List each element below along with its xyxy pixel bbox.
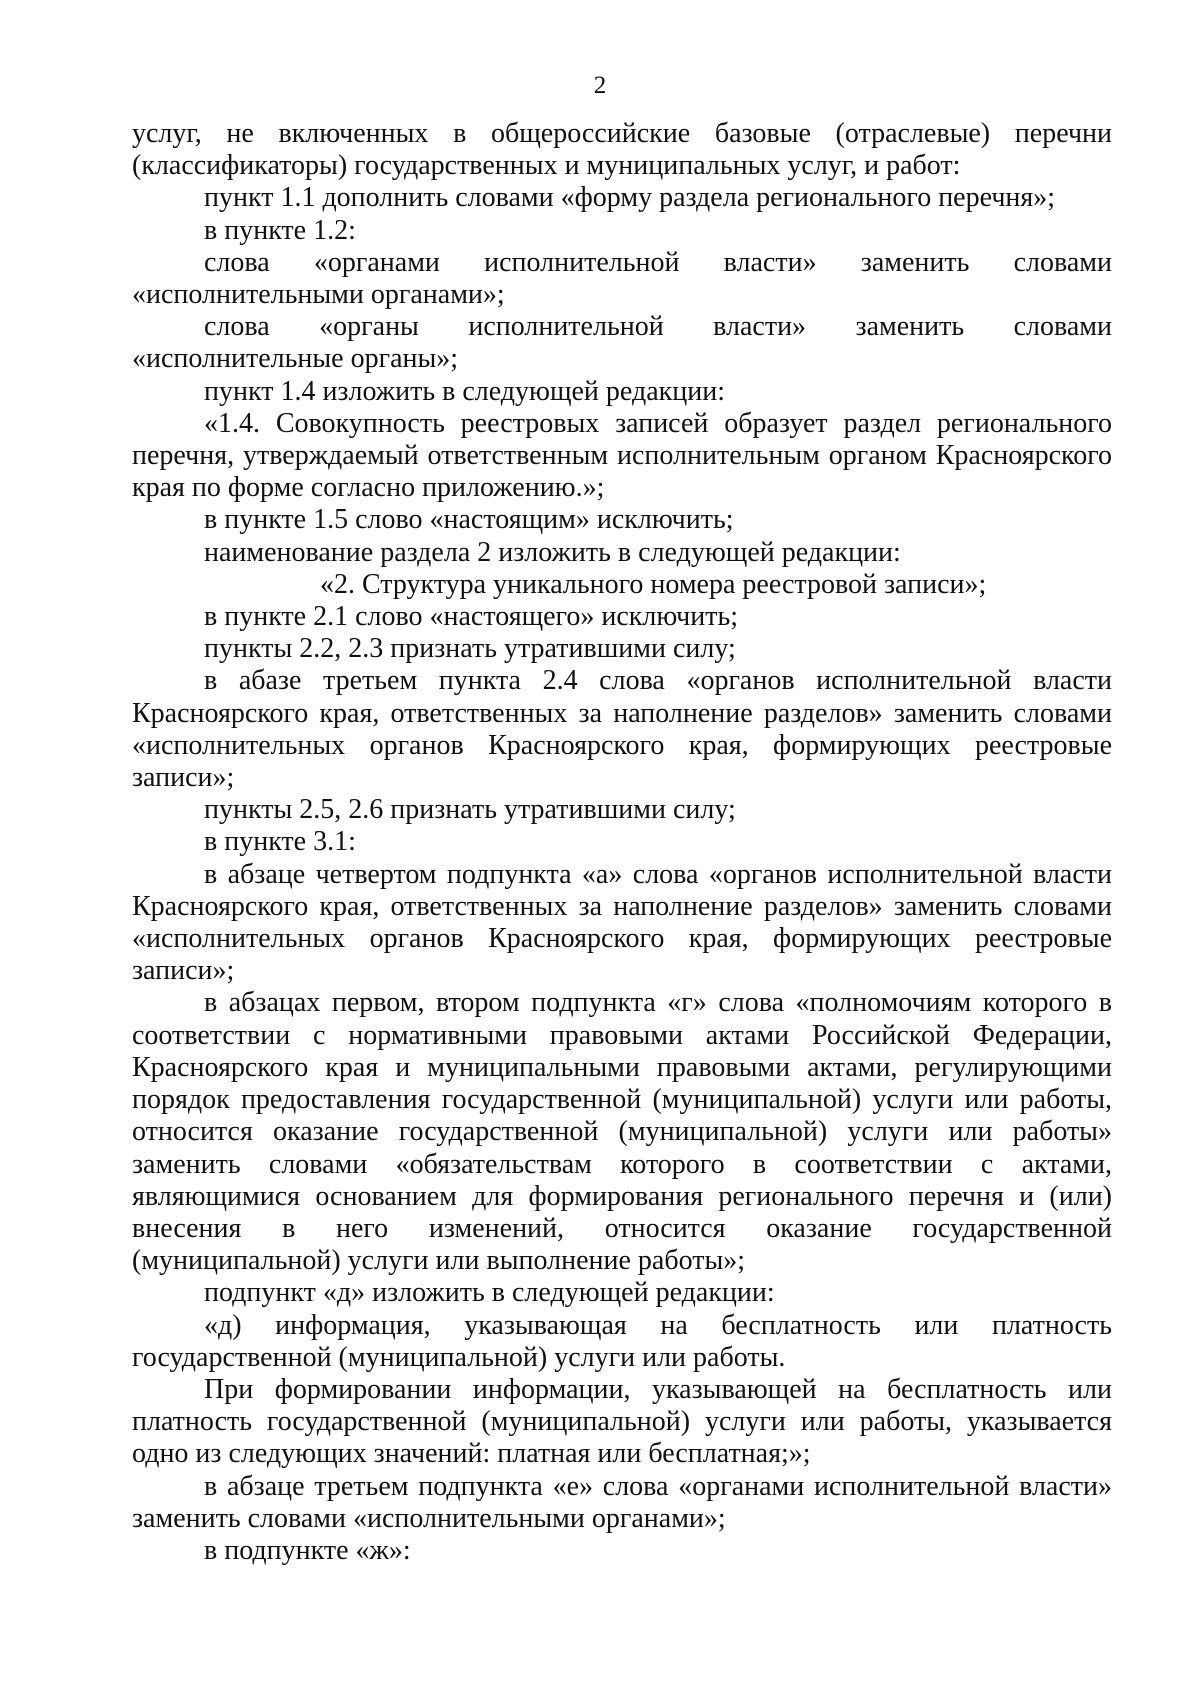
paragraph: «2. Структура уникального номера реестровой записи»;: [320, 568, 987, 600]
paragraph: пункты 2.5, 2.6 признать утратившими силу;: [204, 794, 736, 826]
paragraph: в абзаце четвертом подпункта «а» слова «органов исполнительной власти Красноярского края, ответственных за наполнение разделов» заменить словами «исполнительных органов Красноярского края, формирующих реестровые записи»;: [132, 858, 1112, 987]
paragraph: в пункте 3.1:: [204, 826, 356, 858]
paragraph: в абзаце третьем подпункта «е» слова «органами исполнительной власти» заменить словами «исполнительными органами»;: [132, 1470, 1112, 1534]
paragraph: подпункт «д» изложить в следующей редакции:: [204, 1277, 775, 1309]
paragraph: в пункте 1.2:: [204, 214, 356, 246]
paragraph: пункты 2.2, 2.3 признать утратившими силу;: [204, 633, 736, 665]
paragraph: «1.4. Совокупность реестровых записей образует раздел регионального перечня, утверждаемый ответственным исполнительным органом Красноярского края по форме согласно приложению.»;: [132, 407, 1112, 504]
paragraph: в абазе третьем пункта 2.4 слова «органов исполнительной власти Красноярского края, ответственных за наполнение разделов» заменить словами «исполнительных органов Красноярского края, формирующих реестровые записи»;: [132, 665, 1112, 794]
paragraph: слова «органы исполнительной власти» заменить словами «исполнительные органы»;: [132, 311, 1112, 375]
paragraph: пункт 1.4 изложить в следующей редакции:: [204, 375, 725, 407]
paragraph: пункт 1.1 дополнить словами «форму раздела регионального перечня»;: [204, 182, 1056, 214]
paragraph: При формировании информации, указывающей на бесплатность или платность государственной (муниципальной) услуги или работы, указывается одно из следующих значений: платная или бесплатная;»;: [132, 1373, 1112, 1470]
paragraph: в абзацах первом, втором подпункта «г» слова «полномочиям которого в соответствии с нормативными правовыми актами Российской Федерации, Красноярского края и муниципальными правовыми актами, регулирующими порядок предоставления государственной (муниципальной) услуги или работы, относится оказание государственной (муниципальной) услуги или работы» заменить словами «обязательствам которого в соответствии с актами, являющимися основанием для формирования регионального перечня и (или) внесения в него изменений, относится оказание государственной (муниципальной) услуги или выполнение работы»;: [132, 987, 1112, 1277]
paragraph: наименование раздела 2 изложить в следующей редакции:: [204, 536, 901, 568]
document-body: [132, 118, 1112, 1567]
paragraph: в пункте 1.5 слово «настоящим» исключить;: [204, 504, 734, 536]
paragraph: услуг, не включенных в общероссийские базовые (отраслевые) перечни (классификаторы) государственных и муниципальных услуг, и работ:: [132, 118, 1112, 182]
paragraph: в пункте 2.1 слово «настоящего» исключить;: [204, 601, 739, 633]
page-number: 2: [593, 72, 607, 99]
paragraph: слова «органами исполнительной власти» заменить словами «исполнительными органами»;: [132, 246, 1112, 311]
paragraph: «д) информация, указывающая на бесплатность или платность государственной (муниципальной) услуги или работы.: [132, 1309, 1112, 1373]
paragraph: в подпункте «ж»:: [204, 1534, 411, 1566]
